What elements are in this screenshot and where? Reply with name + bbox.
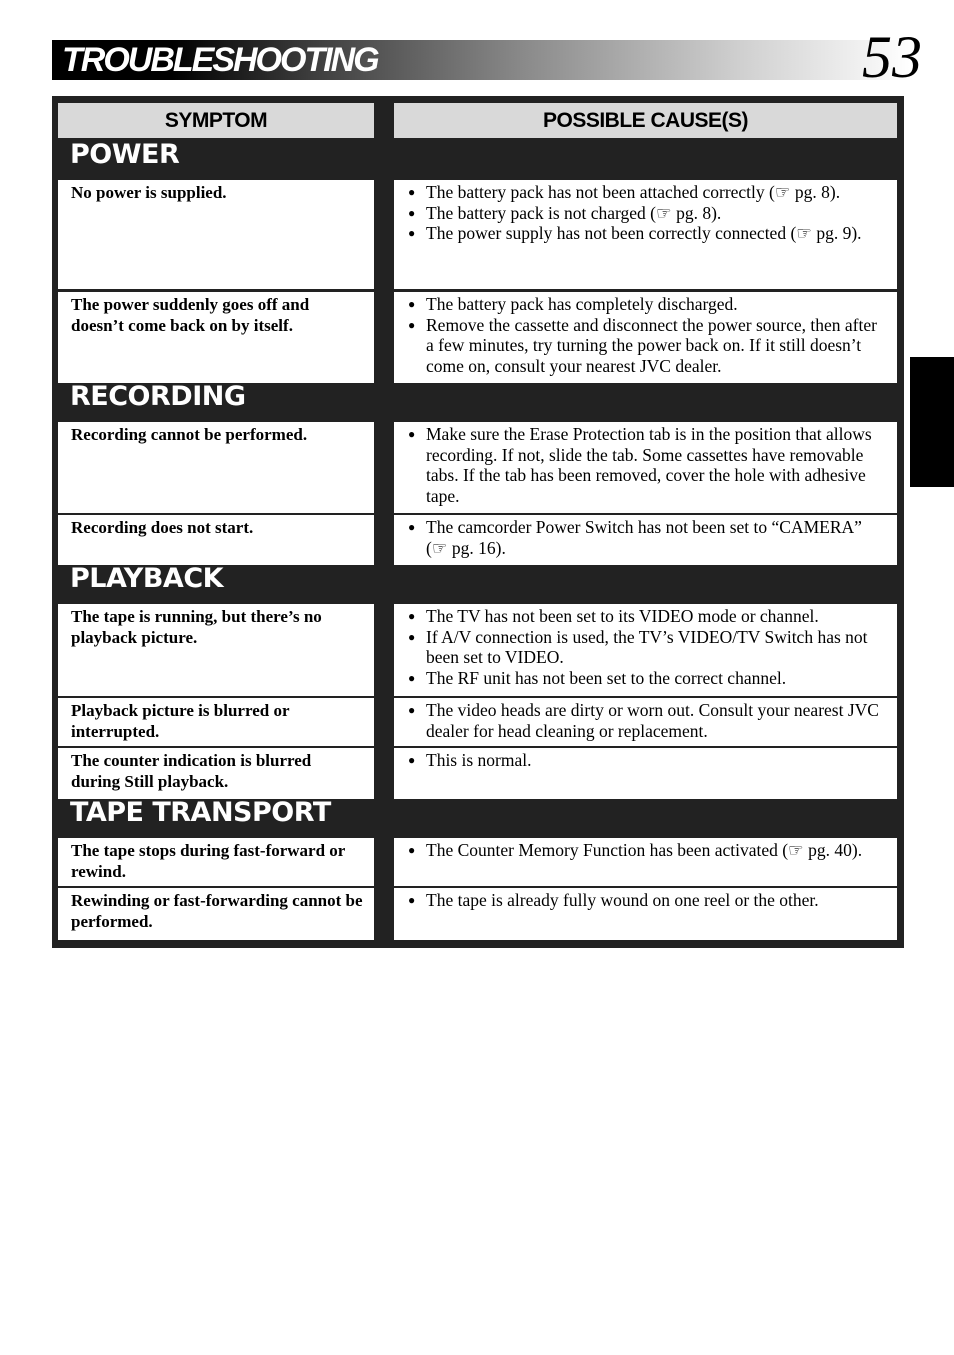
cause-list — [408, 750, 887, 771]
cause-list — [408, 700, 887, 741]
cause-column-header: POSSIBLE CAUSE(S) — [394, 103, 897, 138]
symptom-cell: The tape stops during fast-forward or rewind. — [58, 838, 374, 886]
section-title: PLAYBACK — [70, 563, 224, 594]
symptom-cell: Rewinding or fast-forwarding cannot be performed. — [58, 888, 374, 940]
cause-item: ● This is normal. — [408, 750, 887, 771]
cause-item: ● The Counter Memory Function has been activated (☞ pg. 40). — [408, 840, 887, 861]
symptom-cell: Recording does not start. — [58, 515, 374, 565]
cause-item: ● Make sure the Erase Protection tab is in the position that allows recording. If not, slide the tab. Some cassettes have removable tabs. If the tab has been removed, cover the hole with adhesive tape. — [408, 424, 887, 506]
cause-cell — [394, 698, 897, 746]
symptom-cell: Recording cannot be performed. — [58, 422, 374, 513]
cause-item: ● The camcorder Power Switch has not been set to “CAMERA” (☞ pg. 16). — [408, 517, 887, 558]
cause-cell — [394, 180, 897, 289]
cause-list — [408, 182, 887, 244]
cause-cell — [394, 748, 897, 799]
cause-item: ● The battery pack is not charged (☞ pg. 8). — [408, 203, 887, 224]
cause-list — [408, 517, 887, 558]
cause-item: ● The battery pack has not been attached correctly (☞ pg. 8). — [408, 182, 887, 203]
cause-list — [408, 890, 887, 911]
cause-item: ● Remove the cassette and disconnect the power source, then after a few minutes, try turning the power back on. If it still doesn’t come on, consult your nearest JVC dealer. — [408, 315, 887, 377]
cause-item: ● The video heads are dirty or worn out. Consult your nearest JVC dealer for head cleaning or replacement. — [408, 700, 887, 741]
cause-item: ● The RF unit has not been set to the correct channel. — [408, 668, 887, 689]
cause-cell — [394, 838, 897, 886]
cause-item: ● The TV has not been set to its VIDEO mode or channel. — [408, 606, 887, 627]
page-title: TROUBLESHOOTING — [62, 41, 378, 79]
cause-cell — [394, 515, 897, 565]
cause-list — [408, 840, 887, 861]
section-title: RECORDING — [70, 381, 246, 412]
page-number: 53 — [862, 24, 922, 90]
symptom-cell: The tape is running, but there’s no playback picture. — [58, 604, 374, 696]
cause-item: ● The power supply has not been correctly connected (☞ pg. 9). — [408, 223, 887, 244]
cause-list — [408, 424, 887, 506]
section-title: TAPE TRANSPORT — [70, 797, 331, 828]
troubleshooting-table — [52, 96, 904, 948]
symptom-cell: The power suddenly goes off and doesn’t come back on by itself. — [58, 292, 374, 383]
symptom-cell: The counter indication is blurred during Still playback. — [58, 748, 374, 799]
cause-item: ● If A/V connection is used, the TV’s VIDEO/TV Switch has not been set to VIDEO. — [408, 627, 887, 668]
section-title: POWER — [70, 139, 180, 170]
symptom-column-header: SYMPTOM — [58, 103, 374, 138]
symptom-cell: Playback picture is blurred or interrupted. — [58, 698, 374, 746]
cause-cell — [394, 604, 897, 696]
cause-cell — [394, 422, 897, 513]
cause-item: ● The battery pack has completely discharged. — [408, 294, 887, 315]
side-thumb-tab — [910, 357, 954, 487]
cause-list — [408, 294, 887, 376]
cause-list — [408, 606, 887, 688]
cause-item: ● The tape is already fully wound on one reel or the other. — [408, 890, 887, 911]
cause-cell — [394, 888, 897, 940]
cause-cell — [394, 292, 897, 383]
symptom-cell: No power is supplied. — [58, 180, 374, 289]
